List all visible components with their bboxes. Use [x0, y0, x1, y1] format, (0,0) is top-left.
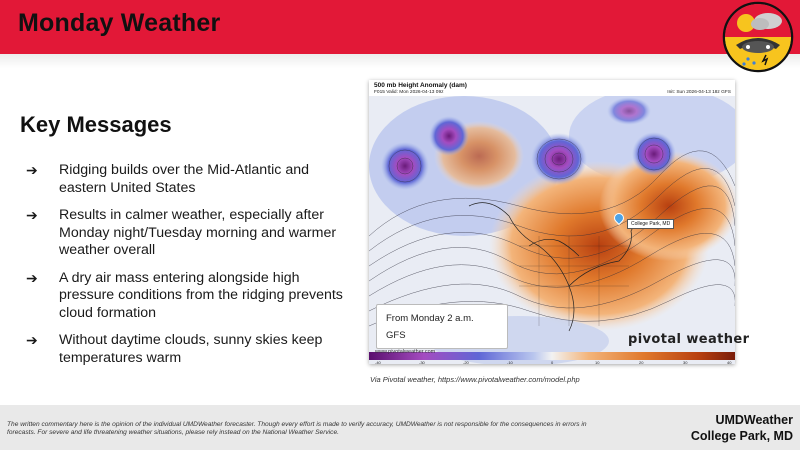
map-valid-line: F015 Valid: Mon 2026-04-13 09z	[374, 90, 444, 95]
arrow-icon: ➔	[26, 269, 38, 286]
info-time: From Monday 2 a.m.	[386, 313, 474, 324]
key-messages-list	[26, 162, 356, 377]
message-text: A dry air mass entering alongside high pressure conditions from the ridging prevents cloud formation	[59, 269, 343, 321]
footer-brand-location: College Park, MD	[690, 429, 793, 443]
list-item	[26, 332, 356, 367]
message-text: Without daytime clouds, sunny skies keep temperatures warm	[59, 332, 323, 366]
colorbar-tick-label: 30	[683, 360, 688, 364]
colorbar-tick-label: 40	[727, 360, 732, 364]
list-item	[26, 162, 356, 197]
colorbar-tick-label: -30	[419, 360, 425, 364]
colorbar-tick-label: 0	[551, 360, 554, 364]
list-item	[26, 207, 356, 260]
key-messages-title: Key Messages	[20, 112, 172, 137]
umdweather-logo-icon	[722, 1, 794, 73]
page-title: Monday Weather	[18, 9, 221, 37]
colorbar-tick-label: 20	[639, 360, 644, 364]
message-text: Results in calmer weather, especially after Monday night/Tuesday morning and warmer weather overall	[59, 207, 337, 258]
pivotal-weather-logo: pivotal weather	[628, 332, 750, 347]
map-caption: Via Pivotal weather, https://www.pivotalweather.com/model.php	[370, 375, 580, 384]
arrow-icon: ➔	[26, 332, 38, 348]
location-label: College Park, MD	[627, 219, 674, 229]
list-item	[26, 270, 356, 323]
message-text: Ridging builds over the Mid-Atlantic and eastern United States	[59, 162, 309, 196]
colorbar-tick-label: -10	[507, 360, 513, 364]
map-init-line: Init: Sun 2026-04-13 18z GFS	[667, 90, 731, 95]
disclaimer-text: The written commentary here is the opinion of the individual UMDWeather forecaster. Though every effort is made to verify accuracy, UMDWeather is not responsible for the consequences in errors in forecasts. For severe and life threatening weather situations, please rely instead on the National Weather Service.	[7, 421, 587, 436]
footer-brand-name: UMDWeather	[715, 413, 793, 427]
colorbar-tick-label: 10	[595, 360, 600, 364]
colorbar-tick-label: -40	[375, 360, 381, 364]
map-title: 500 mb Height Anomaly (dam)	[374, 82, 467, 89]
header-shadow	[0, 54, 800, 68]
pivotal-weather-url: www.pivotalweather.com	[375, 349, 436, 355]
header-bar	[0, 0, 800, 54]
colorbar-tick-label: -20	[463, 360, 469, 364]
map-info-box	[376, 304, 508, 349]
arrow-icon: ➔	[26, 162, 38, 178]
info-model: GFS	[386, 330, 406, 341]
arrow-icon: ➔	[26, 207, 38, 223]
